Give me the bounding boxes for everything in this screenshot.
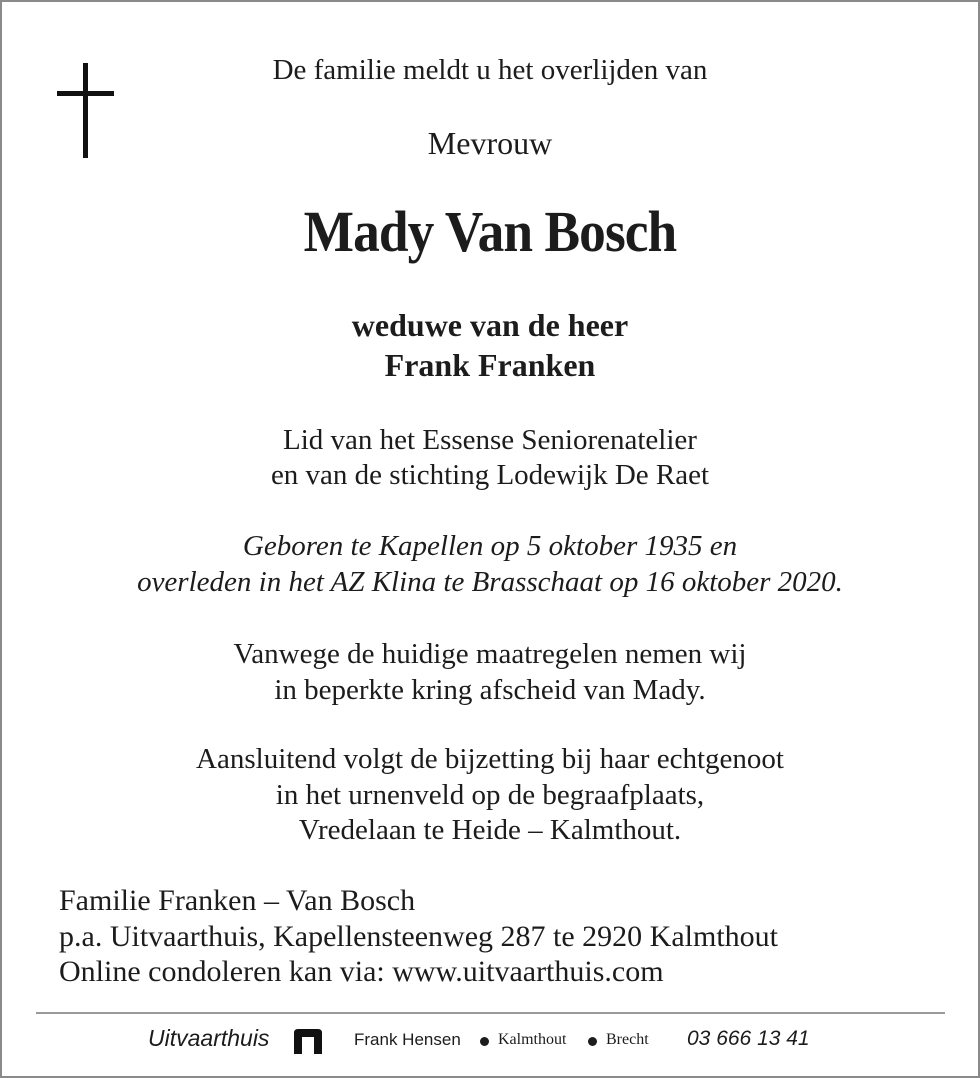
director-name: Frank Hensen — [354, 1030, 461, 1049]
deceased-name: Mady Van Bosch — [303, 199, 677, 264]
phone-number: 03 666 13 41 — [687, 1027, 810, 1050]
burial-line-2: in het urnenveld op de begraafplaats, — [275, 779, 705, 811]
member-line-1: Lid van het Essense Seniorenatelier — [283, 424, 697, 456]
town-kalmthout: Kalmthout — [498, 1031, 567, 1048]
arch-logo-icon — [293, 1028, 323, 1054]
burial-line-1: Aansluitend volgt de bijzetting bij haar echtgenoot — [196, 743, 784, 775]
measures-line-1: Vanwege de huidige maatregelen nemen wij — [233, 638, 747, 670]
footer-divider — [36, 1012, 945, 1014]
bullet-icon — [588, 1037, 597, 1046]
footer-bar — [0, 1024, 980, 1060]
salutation: Mevrouw — [427, 125, 553, 161]
intro-text: De familie meldt u het overlijden van — [272, 54, 708, 86]
birth-line-2: overleden in het AZ Klina te Brasschaat op 16 oktober 2020. — [137, 566, 843, 598]
family-signature: Familie Franken – Van Bosch — [59, 884, 416, 917]
measures-line-2: in beperkte kring afscheid van Mady. — [274, 674, 706, 706]
contact-address: p.a. Uitvaarthuis, Kapellensteenweg 287 te 2920 Kalmthout — [59, 920, 778, 953]
condolences-text: Online condoleren kan via: www.uitvaarthuis.com — [59, 955, 664, 988]
bullet-icon — [480, 1037, 489, 1046]
member-line-2: en van de stichting Lodewijk De Raet — [270, 459, 710, 491]
brand-name: Uitvaarthuis — [148, 1025, 270, 1051]
birth-line-1: Geboren te Kapellen op 5 oktober 1935 en — [242, 530, 738, 562]
widow-line-2: Frank Franken — [384, 347, 596, 383]
widow-line-1: weduwe van de heer — [351, 307, 629, 343]
burial-line-3: Vredelaan te Heide – Kalmthout. — [298, 814, 682, 846]
town-brecht: Brecht — [606, 1031, 649, 1048]
